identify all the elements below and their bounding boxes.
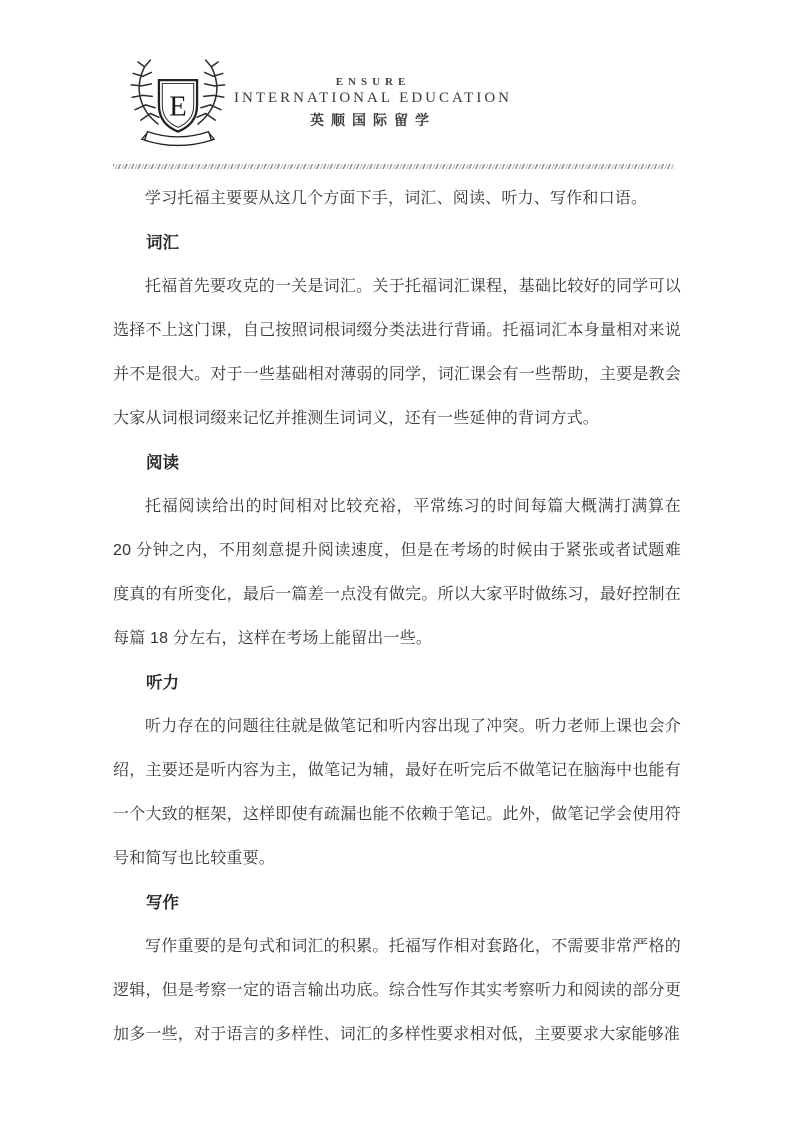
section-heading: 阅读: [146, 454, 179, 472]
section-paragraph: 听力存在的问题往往就是做笔记和听内容出现了冲突。听力老师上课也会介绍，主要还是听内容为主，做笔记为辅，最好在听完后不做笔记在脑海中也能有一个大致的框架，这样即使有疏漏也能不依赖于笔记。此外，做笔记学会使用符号和简写也比较重要。: [113, 718, 681, 867]
brand-block: [234, 76, 512, 130]
document-body: [0, 169, 794, 1057]
document-section: [113, 661, 681, 881]
brand-subtitle: INTERNATIONAL EDUCATION: [234, 90, 512, 106]
logo-monogram: E: [169, 91, 187, 123]
logo-crest-icon: [116, 55, 240, 151]
sections: [113, 221, 681, 1057]
document-section: [113, 441, 681, 661]
section-paragraph: 写作重要的是句式和词汇的积累。托福写作相对套路化，不需要非常严格的逻辑，但是考察一定的语言输出功底。综合性写作其实考察听力和阅读的部分更加多一些，对于语言的多样性、词汇的多样性要求相对低，主要要求大家能够准: [113, 938, 681, 1043]
brand-chinese-name: 英顺国际留学: [310, 114, 436, 129]
section-paragraph: 托福阅读给出的时间相对比较充裕，平常练习的时间每篇大概满打满算在 20 分钟之内，不用刻意提升阅读速度，但是在考场的时候由于紧张或者试题难度真的有所变化，最后一篇差一点没有做完。所以大家平时做练习，最好控制在每篇 18 分左右，这样在考场上能留出一些。: [113, 498, 681, 647]
section-paragraph: 托福首先要攻克的一关是词汇。关于托福词汇课程，基础比较好的同学可以选择不上这门课，自己按照词根词缀分类法进行背诵。托福词汇本身量相对来说并不是很大。对于一些基础相对薄弱的同学，词汇课会有一些帮助，主要是教会大家从词根词缀来记忆并推测生词词义，还有一些延伸的背词方式。: [113, 278, 681, 427]
letterhead: [116, 55, 794, 151]
intro-paragraph: 学习托福主要要从这几个方面下手，词汇、阅读、听力、写作和口语。: [145, 190, 648, 207]
section-heading: 词汇: [146, 234, 179, 252]
document-section: [113, 881, 681, 1057]
section-heading: 听力: [146, 674, 179, 692]
brand-name: ENSURE: [335, 76, 411, 88]
document-section: [113, 221, 681, 441]
section-heading: 写作: [146, 894, 179, 912]
